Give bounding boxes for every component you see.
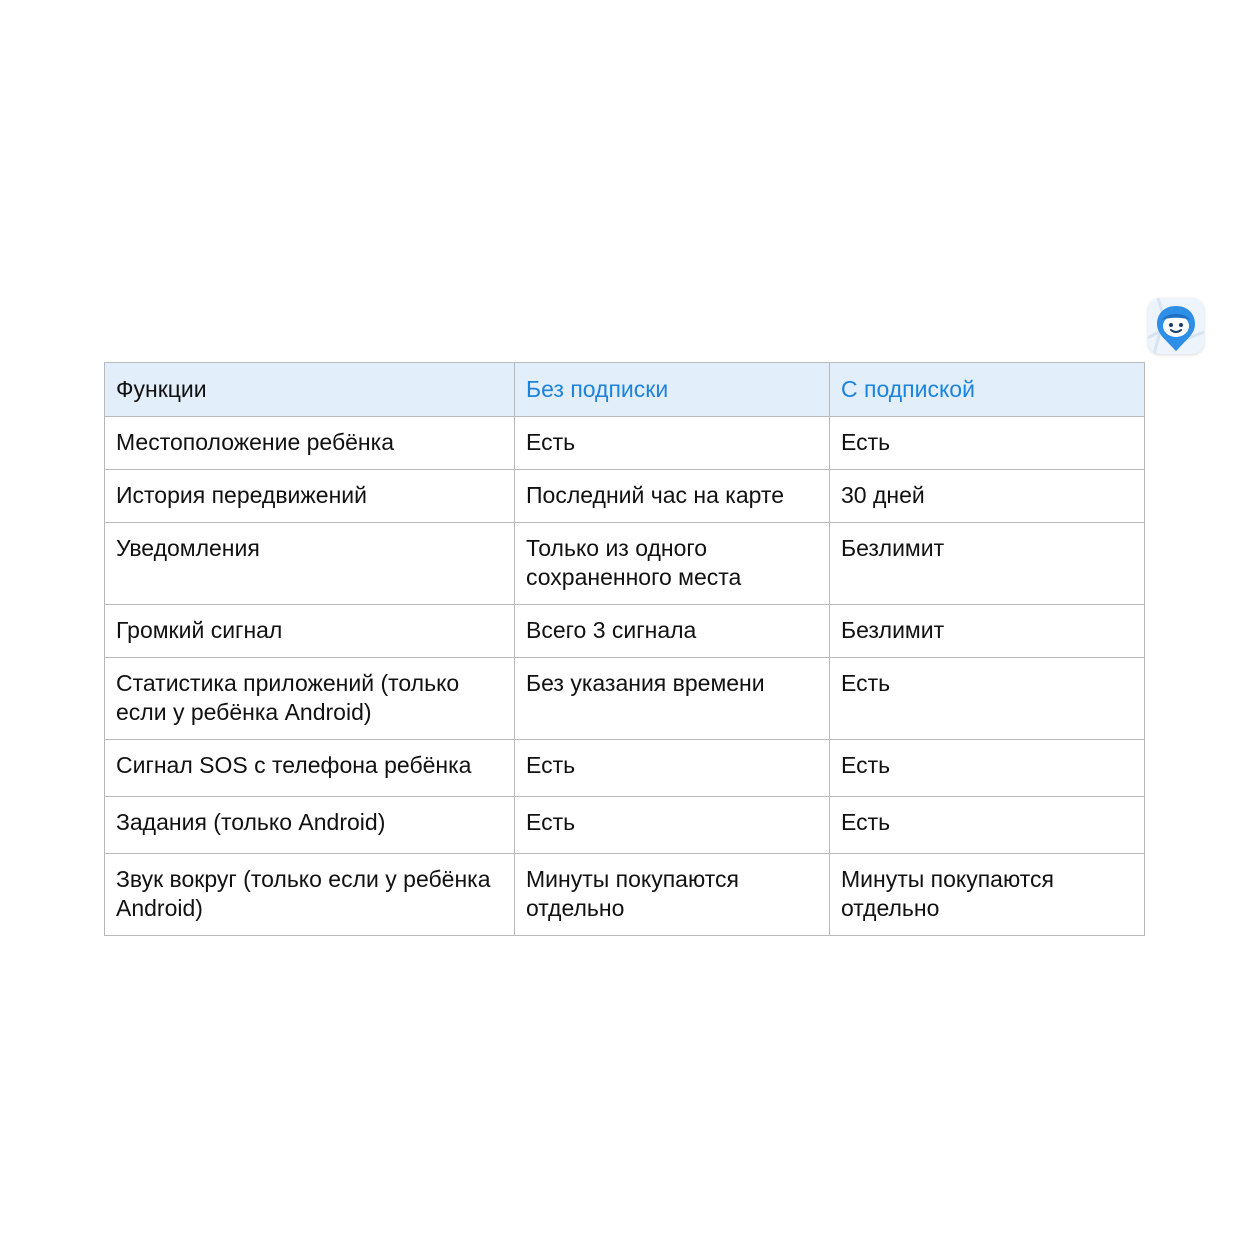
header-without-subscription: Без подписки — [515, 363, 830, 417]
feature-cell: История передвижений — [105, 470, 515, 523]
feature-cell: Сигнал SOS с телефона ребёнка — [105, 740, 515, 797]
comparison-table — [104, 362, 1145, 936]
child-face-icon — [1148, 298, 1204, 354]
feature-cell: Задания (только Android) — [105, 797, 515, 854]
free-cell: Последний час на карте — [515, 470, 830, 523]
paid-cell: Безлимит — [830, 523, 1145, 605]
header-features: Функции — [105, 363, 515, 417]
header-with-subscription: С подпиской — [830, 363, 1145, 417]
paid-cell: Минуты покупаются отдельно — [830, 854, 1145, 936]
feature-cell: Уведомления — [105, 523, 515, 605]
paid-cell: Есть — [830, 417, 1145, 470]
feature-cell: Статистика приложений (только если у ребёнка Android) — [105, 658, 515, 740]
free-cell: Без указания времени — [515, 658, 830, 740]
free-cell: Только из одного сохраненного места — [515, 523, 830, 605]
table-header-row — [105, 363, 1145, 417]
feature-cell: Звук вокруг (только если у ребёнка Android) — [105, 854, 515, 936]
free-cell: Есть — [515, 797, 830, 854]
feature-cell: Громкий сигнал — [105, 605, 515, 658]
free-cell: Есть — [515, 417, 830, 470]
paid-cell: Есть — [830, 658, 1145, 740]
free-cell: Минуты покупаются отдельно — [515, 854, 830, 936]
table-row — [105, 797, 1145, 854]
paid-cell: Есть — [830, 740, 1145, 797]
paid-cell: 30 дней — [830, 470, 1145, 523]
app-logo — [1148, 298, 1204, 354]
paid-cell: Безлимит — [830, 605, 1145, 658]
table-row — [105, 740, 1145, 797]
paid-cell: Есть — [830, 797, 1145, 854]
table-row — [105, 417, 1145, 470]
table-row — [105, 523, 1145, 605]
feature-cell: Местоположение ребёнка — [105, 417, 515, 470]
free-cell: Всего 3 сигнала — [515, 605, 830, 658]
table-row — [105, 658, 1145, 740]
table-row — [105, 605, 1145, 658]
table-row — [105, 854, 1145, 936]
free-cell: Есть — [515, 740, 830, 797]
table-row — [105, 470, 1145, 523]
